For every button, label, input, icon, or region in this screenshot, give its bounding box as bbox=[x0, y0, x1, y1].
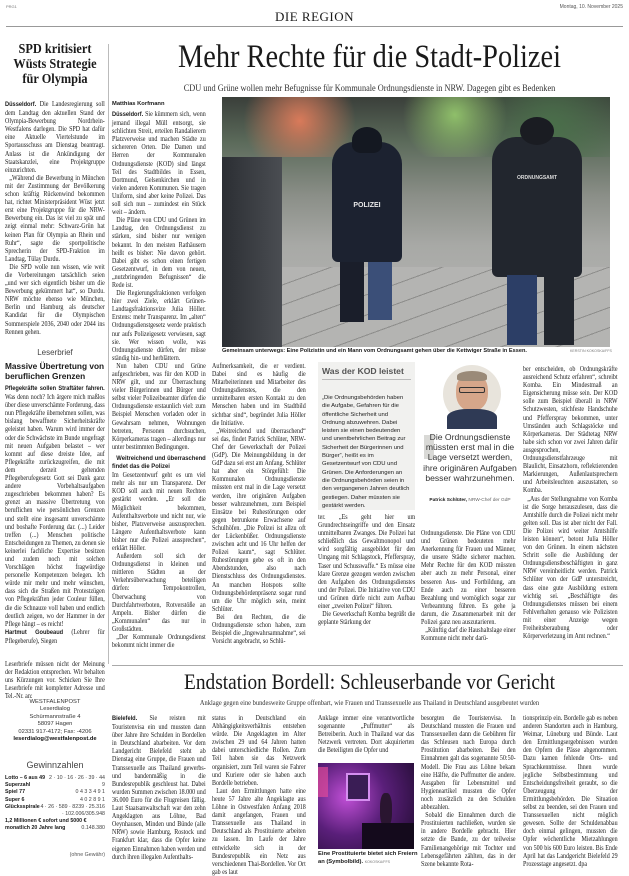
main-headline: Mehr Rechte für die Stadt-Polizei bbox=[177, 39, 562, 75]
lottery-label: Superzahl bbox=[5, 782, 31, 789]
info-box bbox=[318, 362, 415, 510]
info-box-title: Was der KOD leistet bbox=[322, 366, 404, 376]
paragraph: Aufmerksamkeit, die er verdient. Dabei sind es häufig die Mitarbeiterinnen und Mitarbeiter des Ordnungsdienstes, die den unmittelbaren ersten Kontakt zu den Menschen haben und im Stadtbild sichtbar sind“, begründet Julia Höller die Initiative. bbox=[212, 362, 306, 427]
lottery-label: Spiel 77 bbox=[5, 789, 26, 796]
paragraph: „Weitreichend und überraschend“ sei das, findet Patrick Schlüter, NRW-Chef der Gewerkschaft der Polizei (GdP). Die Meinungsbildung in der GdP dazu sei erst am Anfang. Schlüter hat aber ein Störgefühl: Die Kommunalen Ordnungsdienste müssten erst mal in die Lage versetzt werden, ihre originären Aufgaben besser wahrzunehmen, zum Beispiel Einsätze bei Ruhestörungen oder gegen betrunkene Erwachsene auf Schulhöfen. „Die Polizei ist allzu oft der Lückenbüßer. Ordnungsdienste zwischen acht und 16 Uhr helfen der Polizei kaum“, sagt Schlüter. Ruhestörungen gebe es oft in den Abendstunden, also nach Dienstschluss des Ordnungsdienstes. An manchen Hotspots sollte Ordnungsbehördenpräsenz sogar rund um die Uhr möglich sein, meint Schlüter. bbox=[212, 426, 306, 613]
dateline: Bielefeld. bbox=[112, 715, 138, 722]
main-col-2 bbox=[212, 362, 306, 663]
paragraph: ter. „Es geht hier um Grundrechtseingriffe und den Einsatz unmittelbaren Zwanges. Die Polizei hat schließlich das Gewaltmonopol und wird sorgfältig ausgebildet für den Umgang mit Schlagstock, Pfefferspray, Taser und Schusswaffe.“ Es müsse eine klare Grenze gezogen werden zwischen den Aufgaben des Ordnungsdienstes und der Polizei. Die Initiative von CDU und Grünen dürfe nicht zum Aufbau einer „zweiten Polizei“ führen. bbox=[318, 513, 416, 611]
lottery-value: 2 · 10 · 16 · 26 · 39 · 44 bbox=[49, 775, 105, 781]
lottery-note: (ohne Gewähr) bbox=[69, 852, 105, 858]
main-col-1 bbox=[112, 110, 206, 663]
lottery-label: monatlich 20 Jahre lang bbox=[5, 825, 66, 832]
dateline: Düsseldorf. bbox=[5, 101, 37, 108]
article-divider bbox=[112, 665, 623, 666]
paragraph: Sobald die Einnahmen durch die Prostituierten nachließen, wurden sie in andere Bordelle gebracht. Hier setzte die Bande, zu der teilweise Familienangehörige mit Tochter und Lebensgefährten zählten, das in der Szene bekannte Rota- bbox=[421, 811, 516, 868]
paragraph: Die SPD wolle nun wissen, wie weit die Vorbereitungen tatsächlich seien „und wer sich eigentlich bisher um die Bewerbung gekümmert hat“, so Durdu. NRW möchte ebenso wie München, Berlin und Hamburg als deutscher Kandidat für die Olympischen Sommerspiele 2036, 2040 oder 2044 ins Rennen gehen. bbox=[5, 262, 105, 336]
subheading: Weitreichend und überraschend findet das die Polizei bbox=[112, 454, 206, 471]
letter-headline: Massive Übertretung von beruflichen Grenzen bbox=[5, 361, 105, 381]
lottery-row bbox=[5, 818, 105, 825]
paragraph: „Aus der Stellungnahme von Komba ist die Sorge herauszulesen, dass die Amtshilfe durch die Polizei nicht mehr gelten soll. Das ist aber nicht der Fall. Die Polizei wird weiter Amtshilfe leisten können“, betont Julia Höller von den Grünen. In einem nächsten Schritt solle die Ausbildung der Ordnungsdienstbeschäftigten in ganz NRW vereinheitlicht werden. Patrick Schlüter von der GdP unterstreicht, dass eine gute Ausbildung extrem wichtig sei. „Beschäftigte des Ordnungsdienstes müssen bei einem Fehlverhalten genauso wie Polizisten mit einer Anzeige wegen Freiheitsberaubung oder Körperverletzung im Amt rechnen.“ bbox=[523, 494, 618, 641]
lottery-row bbox=[5, 804, 105, 811]
lottery-value: 0.148.380 bbox=[81, 825, 105, 832]
letter-disclaimer: Leserbriefe müssen nicht der Meinung der Redaktion entsprechen. Wir behalten uns Kürzungen vor. Schicken Sie Ihre Leserbriefe mit kompletter Adresse und Tel.-Nr. an: bbox=[5, 660, 105, 701]
paragraph: Anklage immer eine verantwortliche sogenannte „Puffmutter“ als Betreiberin. Auch in Thailand war das Netzwerk vertreten. Dort akquirierten die Beteiligten die Opfer und bbox=[318, 714, 415, 755]
lottery-row bbox=[5, 811, 105, 818]
lottery-label: Super 6 bbox=[5, 796, 25, 803]
page-code: PRG1 bbox=[6, 4, 17, 9]
letter-address: WESTFALENPOST Leserdialog Schürmannstraße 4 58097 Hagen 02331 917-4172; Fax: -4206 leserdialog@westfalenpost.de bbox=[5, 699, 105, 743]
lottery-row bbox=[5, 789, 105, 796]
second-photo-credit: KOKOSKA/FFS bbox=[364, 859, 391, 864]
letter-author: Hartmut Goubeaud bbox=[5, 628, 64, 636]
paragraph: Sie reisten mit Touristenvisa ein und mussten dann über Jahre ihre Schulden in Bordellen in Deutschland abarbeiten. Vor dem Landgericht Bielefeld steht ab Dienstag eine Gruppe, die Frauen und Transsexuelle aus Thailand gewerbs- und bandenmäßig in die Bundesrepublik geschleust hat. Dabei wurden Summen zwischen 18.000 und 36.000 Euro für die Flugreisen fällig. Laut Staatsanwaltschaft war den zehn Angeklagten aus Löhne, Bad Oeynhausen, Minden und Bünde (alle NRW) sowie Hamburg, Rostock und Frankfurt klar, dass die Opfer keine eigenen Einnahmen haben werden und durch ihren illegalen Aufenthalts- bbox=[112, 714, 206, 861]
lottery-table bbox=[5, 775, 105, 833]
letter-author-info: (Lehrer für Pflegeberufe), Siegen bbox=[5, 627, 105, 645]
paragraph: Nun haben CDU und Grüne aufgeschrieben, was für den KOD in NRW gilt, und zur Überraschung vieler Bürgerinnen und Bürger und selbst vieler Polizeibeamter dürfen die Ordnungsdienste erstaunlich viel: zum Beispiel Menschen vorladen oder in Gewahrsam nehmen, Wohnungen betreten, Personen durchsuchen, Körperkameras tragen – allerdings nur unter bestimmten Bedingungen. bbox=[112, 361, 206, 451]
section-title: DIE REGION bbox=[274, 9, 354, 24]
paragraph: Die Regierungsfraktionen verfolgen hier zwei Ziele, erklärt Grünen-Landtagsfraktionsvize Julia Höller. Erstens: mehr Transparenz. Im „alten“ Ordnungsdienstgesetz werde praktisch nur aufs Polizeigesetz verwiesen, sagt sie. Wer wissen wolle, was Ordnungsdienste dürfen, der müsse ständig hin- und herblättern. bbox=[112, 289, 206, 362]
main-col-3 bbox=[318, 513, 415, 663]
lottery-row bbox=[5, 782, 105, 789]
side-headline: SPD kritisiert Wüsts Strategie für Olympia bbox=[13, 42, 97, 87]
pull-quote: Die Ordnungsdienste müssten erst mal in die Lage versetzt werden, ihre originären Aufgaben besser wahrzunehmen. bbox=[423, 432, 517, 483]
ordnungsamt-label: ORDNUNGSAMT bbox=[517, 175, 557, 181]
dateline: Düsseldorf. bbox=[112, 111, 144, 118]
second-headline: Endstation Bordell: Schleuserbande vor Gericht bbox=[184, 669, 555, 694]
portrait-photo bbox=[443, 365, 501, 423]
paragraph: „Während die Bewerbung in München mit der Zustimmung der Bevölkerung schon kräftig Rückenwind bekommen hat, richtet Ministerpräsident Wüst jetzt erst eine Projektgruppe für die NRW-Bewerbung ein. Das ist viel zu spät und zeigt einmal mehr: Schwarz-Grün hat keinen Plan für Olympia an Rhein und Ruhr“, sagte die sportpolitische Sprecherin der SPD-Fraktion im Landtag, Tülay Durdu. bbox=[5, 173, 105, 263]
second-col-3 bbox=[318, 714, 415, 755]
letter-text: Was denn noch? Ich ärgere mich maßlos über diese unverschämte Forderung, dass nun Pflegekräfte übernehmen sollen, was bislang bewaffnete Sicherheitskräfte geleistet haben. Warum wird immer der oder die Schwächste im Bunde ungefragt mit neuen Aufgaben belastet – wer kommt auf diese dreiste Idee, auf Pflegekräfte zurückzugreifen, die mit dem derzeit geltenden Pflegeberufegesetz Gott sei Dank ganz andere Vorbehaltsaufgaben zugeschrieben bekommen haben? Es grenzt an massive Übertretung von beruflichen wie persönlichen Grenzen und stellt eine insgesamt unverschämte und boshafte Forderung dar. (...) Leider treffen (...) Menschen politische Entscheidungen zu Themen, zu denen sie keinerlei fachliche Expertise besitzen und zudem noch mit solchen Vorschlägen höchst fragwürdige personelle Kompetenzen belegen. Ich würde mir mehr und mehr wünschen, dass sich die Straßen mit Protestzügen von Pflegekräften jeder Couleur füllen, die die Schnauze voll haben und endlich deutlich zeigen, wo der Hammer in der Pflege hängt – es reicht! bbox=[5, 393, 105, 628]
letter-body bbox=[5, 384, 105, 654]
paragraph: „Der Kommunale Ordnungsdienst bekommt nicht immer die bbox=[112, 633, 206, 650]
letter-lead: Pflegekräfte sollen Straftäter fahren. bbox=[5, 385, 105, 392]
info-box-text: „Die Ordnungsbehörden haben die Aufgabe, Gefahren für die öffentliche Sicherheit und Ordnung abzuwehren. Dabei leisten sie einen bedeutenden und unentbehrlichen Beitrag zur Sicherheit der Bürgerinnen und Bürger“, heißt es im Gesetzentwurf von CDU und Grünen. Die Anforderungen an die Ordnungsbehörden seien in den vergangenen Jahren deutlich gestiegen. Daher müssten sie gestärkt werden. bbox=[322, 395, 410, 509]
letter-label: Leserbrief bbox=[37, 348, 73, 357]
paragraph: Die Landesregierung soll dem Landtag den aktuellen Stand der Olympia-Bewerbung Nordrhein-Westfalens darlegen. Die SPD hat dafür eine Aktuelle Viertelstunde im Sportausschuss am Dienstag beantragt. Anlass ist die Ankündigung der Staatskanzlei, eine Projektgruppe einzurichten. bbox=[5, 100, 105, 174]
paragraph: Außerdem soll sich der Ordnungsdienst in kleinen und mittleren Städten an der Verkehrsüberwachung beteiligen dürfen: Tempokontrollen, Überwachung von Durchfahrtverboten, Rotverstöße an Ampeln. Bisher dürfen die „Kommunalen“ das nur in Großstädten. bbox=[112, 552, 206, 633]
second-col-1 bbox=[112, 714, 206, 868]
column-divider bbox=[108, 44, 109, 664]
paragraph: Bei den Rechten, die die Ordnungsdienste schon haben, zum Beispiel die „Ingewahrsamnahme“, sei Vorsicht angebracht, so Schlü- bbox=[212, 612, 306, 646]
issue-date: Montag, 10. November 2025 bbox=[559, 4, 623, 10]
lottery-value: 0 4 3 3 4 9 1 bbox=[75, 789, 105, 796]
lottery-row bbox=[5, 775, 105, 782]
paragraph: „Künftig darf die Haushaltslage einer Kommune nicht mehr darü- bbox=[421, 626, 516, 643]
paragraph: tionsprinzip ein. Bordelle gab es neben anderen Standorten auch in Hamburg, Weimar, Lüneburg und Bünde. Laut den Ermittlungsergebnissen wurden den Opfern die Pässe abgenommen. Dazu kamen fehlende Orts- und Sprachkenntnisse. Ihnen wurde jegliche Selbstbestimmung und Entscheidungsfreiheit geraubt, so die Überzeugung der Ermittlungsbehörden. Die Situation selbst zu beenden, sei den Frauen und Transsexuellen nicht möglich gewesen. Sollte der Schuldenabbau doch einmal gelingen, mussten die Opfer wöchentliche Mietzahlungen von 500 bis 600 Euro leisten. Bis Ende April hat das Landgericht Bielefeld 29 Prozesstage angesetzt. dpa bbox=[523, 714, 618, 868]
paragraph: status in Deutschland ein Abhängigkeitsverhältnis entstehen würde. Die Angeklagten im Alter zwischen 29 und 64 Jahren hatten dabei unterschiedliche Rollen. Zum Teil haben sie das Netzwerk organisiert, zum Teil waren sie Fahrer und Kuriere oder sie haben auch Bordelle betrieben. bbox=[212, 714, 306, 787]
lottery-title: Gewinnzahlen bbox=[26, 760, 84, 770]
main-subheadline: CDU und Grüne wollen mehr Befugnisse für Kommunale Ordnungsdienste in NRW. Dagegen gibt es Bedenken bbox=[183, 83, 556, 93]
ordnungsamt-officer-figure bbox=[492, 137, 582, 277]
lottery-value: 9 bbox=[102, 782, 105, 789]
lottery-value: 4 0 2 8 9 1 bbox=[79, 796, 105, 803]
main-author: Matthias Korfmann bbox=[112, 101, 165, 107]
paragraph: Ordnungsdienste. Die Pläne von CDU und Grünen bedeuteten mehr Anerkennung für Frauen und Männer, die unsere Städte sicherer machten. Mehr Rechte für den KOD müssten aber auch zu mehr Personal, einer besseren Aus- und Fortbildung, am Ende auch zu einer besseren Bezahlung und womöglich sogar zur Verbeamtung führen. Es gehe ja darum, die Zusammenarbeit mit der Polizei ganz neu auszutarieren. bbox=[421, 529, 516, 627]
second-subheadline: Anklage gegen eine bundesweite Gruppe offenbart, wie Frauen und Transsexuelle aus Thailand in Deutschland ausgebeutet wurden bbox=[199, 699, 540, 707]
lottery-value: · 102.006/305.948 bbox=[61, 811, 105, 818]
letter-email-link[interactable]: leserdialog@westfalenpost.de bbox=[13, 736, 97, 743]
paragraph: ber entscheiden, ob Ordnungskräfte ausreichend Schutz erfahren“, schreibt Komba. Ein Mindestmaß an Eigensicherung müsse sein. Der KOD solle zum Beispiel überall in NRW Schutzwesten, stichfeste Handschuhe und Pfefferspray bekommen, unter Umständen auch Schlagstöcke und Körperkameras. Der Städtetag NRW habe sich schon vor zwei Jahren dafür ausgesprochen, Ordnungsdienstfahrzeuge mit Blaulicht, Einsatzhorn, reflektierenden Markierungen, Außenlautsprechern und Arbeitsleuchten auszustatten, so Komba. bbox=[523, 365, 618, 495]
main-photo bbox=[222, 97, 610, 345]
lottery-label: Lotto – 6 aus 49 bbox=[5, 775, 46, 781]
lottery-label: 1,2 Millionen € sofort und 5000 € bbox=[5, 818, 87, 825]
main-photo-caption: Gemeinsam unterwegs: Eine Polizistin und ein Mann vom Ordnungsamt gehen über die Kettwiger Straße in Essen. bbox=[222, 348, 527, 354]
second-col-5 bbox=[523, 714, 618, 868]
paragraph: besorgten die Touristenvisa. In Deutschland mussten die Frauen und Transsexuellen dann die Gebühren für das Schleusen nach Europa durch Prostitution abarbeiten. Bei den Einnahmen galt das sogenannte 50:50-Modell. Die Frau aus Löhne bekam eine Hälfte, die Puffmutter die andere. Ausgaben für Lebensmittel und Hygieneartikel mussten die Opfer noch zusätzlich zu den Schulden abbezahlen. bbox=[421, 714, 516, 812]
paragraph: Laut den Ermittlungen hatte eine heute 57 Jahre alte Angeklagte aus Löhne in Ostwestfalen Anfang 2018 damit angefangen, Frauen und Transsexuelle aus Thailand in Deutschland als Prostituierte arbeiten zu lassen. Im Laufe der Jahre entwickelte sich in der Bundesrepublik ein Netz aus verschiedenen Thai-Bordellen. Vor Ort gab es laut bbox=[212, 786, 306, 876]
second-photo bbox=[318, 763, 414, 849]
lottery-value: 4 · 26 · 589 · 8239 · 25.316 bbox=[40, 803, 105, 810]
police-label: POLIZEI bbox=[353, 202, 381, 209]
lottery-row bbox=[5, 825, 105, 832]
pull-quote-attribution: Patrick Schlüter, NRW-Chef der GdP bbox=[429, 498, 511, 503]
second-photo-caption: Eine Prostituierte bietet sich Freiern an (Symbolbild). KOKOSKA/FFS bbox=[318, 851, 418, 865]
main-photo-credit: KERSTIN KOKOSKA/FFS bbox=[570, 349, 612, 353]
paragraph: Im Gesetzentwurf geht es um viel mehr als nur um Transparenz. Der KOD soll auch mit neuen Rechten gestärkt werden. „Er soll die Möglichkeit bekommen, Aufenthaltsverbote und nicht nur, wie bisher, Platzverweise auszusprechen. Längere Aufenthaltsverbote kann bisher nur die Polizei aussprechen“, erklärt Höller. bbox=[112, 471, 206, 552]
paragraph: Die Pläne von CDU und Grünen im Landtag, den Ordnungsdienst zu stärken, sind bisher nur wenigen bekannt. In den meisten Rathäusern heißt es bisher: Nie davon gehört. Dabei gibt es schon einen fertigen Gesetzentwurf, in dem von neuen, „nutzbringenden Befugnissen“ die Rede ist. bbox=[112, 216, 206, 289]
second-col-4 bbox=[421, 714, 516, 868]
paragraph: Sie kümmern sich, wenn jemand illegal Müll entsorgt, sie schlichten Streit, erteilen Randalierern Platzverweise und machen Städte zu sichereren Orten. Die Damen und Herren der Kommunalen Ordnungsdienste (KOD) sind längst Teil des Stadtbildes in Essen, Dortmund, Gelsenkirchen und in vielen anderen Kommunen. Sie tragen Uniform, sind aber keine Polizei. Das soll sich nun – zumindest ein Stück weit – ändern. bbox=[112, 110, 206, 217]
header-rule bbox=[6, 26, 623, 27]
main-col-4 bbox=[421, 529, 516, 663]
lottery-label: Glücksspirale bbox=[5, 803, 40, 810]
second-col-2 bbox=[212, 714, 306, 876]
lottery-row bbox=[5, 797, 105, 804]
paragraph: Die Gewerkschaft Komba begrüßt die geplante Stärkung der bbox=[318, 610, 416, 627]
side-article-body bbox=[5, 100, 105, 336]
main-col-5 bbox=[523, 365, 618, 663]
